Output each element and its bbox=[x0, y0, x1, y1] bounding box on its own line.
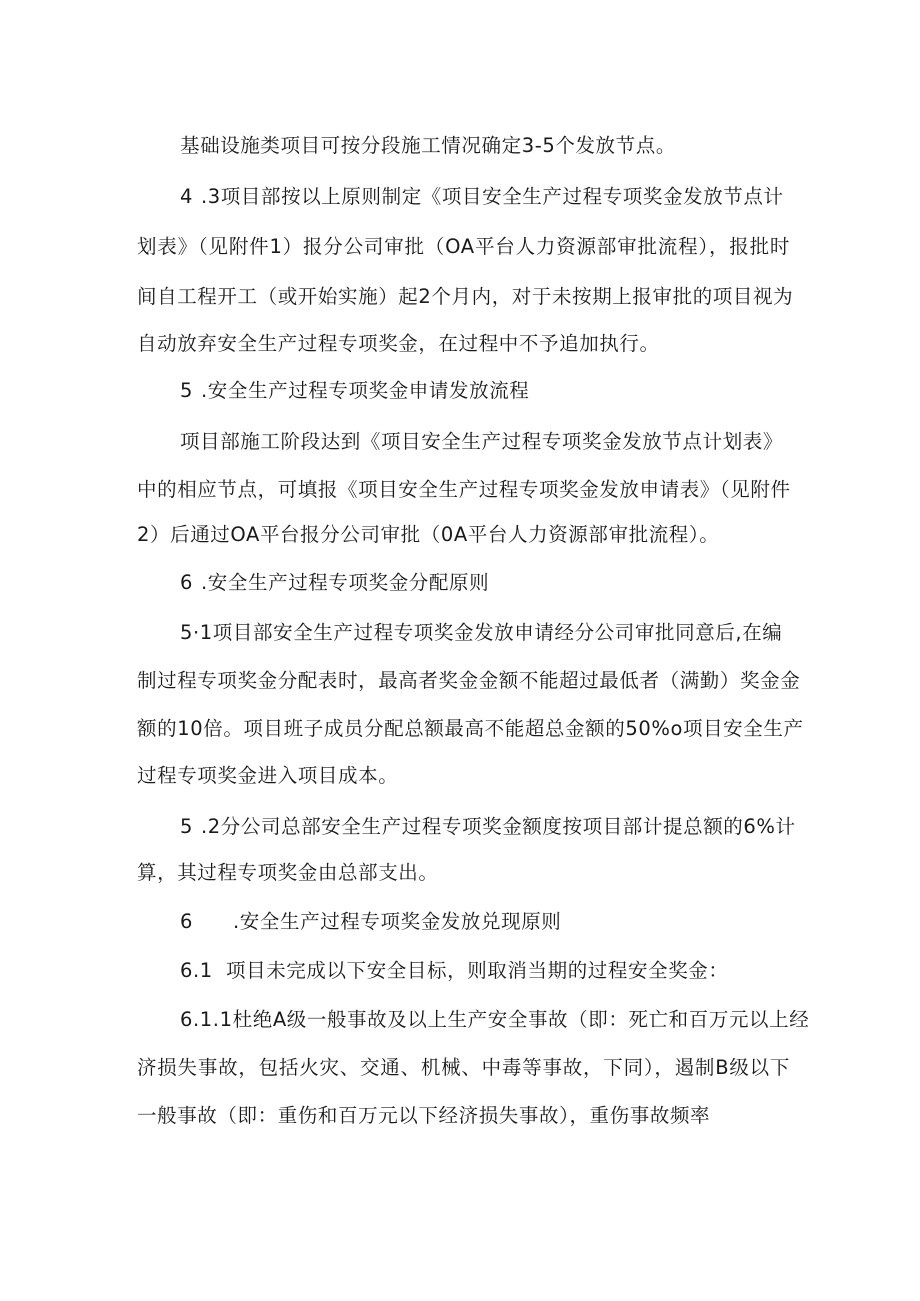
section-number: 5 bbox=[180, 815, 194, 838]
paragraph-line: .3项目部按以上原则制定《项目安全生产过程专项奖金发放节点计 bbox=[201, 185, 784, 208]
paragraph-line: 基础设施类项目可按分段施工情况确定3-5个发放节点。 bbox=[180, 134, 676, 157]
section-number: 6 bbox=[180, 571, 194, 594]
paragraph-line: .2分公司总部安全生产过程专项奖金额度按项目部计提总额的6%计 bbox=[201, 815, 796, 838]
section-heading: .安全生产过程专项奖金申请发放流程 bbox=[201, 379, 530, 402]
paragraph-line: 算，其过程专项奖金由总部支出。 bbox=[137, 861, 439, 884]
paragraph-line: 济损失事故，包括火灾、交通、机械、中毒等事故，下同），遏制B级以下 bbox=[137, 1056, 790, 1079]
section-heading: .安全生产过程专项奖金发放兑现原则 bbox=[233, 910, 562, 933]
paragraph-line: 间自工程开工（或开始实施）起2个月内，对于未按期上报审批的项目视为 bbox=[137, 285, 794, 308]
paragraph-line: 一般事故（即：重伤和百万元以下经济损失事故），重伤事故频率 bbox=[137, 1104, 711, 1127]
paragraph-line: 划表》（见附件1）报分公司审批（OA平台人力资源部审批流程），报批时 bbox=[137, 235, 790, 258]
section-number: 6.1 bbox=[180, 959, 213, 982]
paragraph-line: 额的10倍。项目班子成员分配总额最高不能超总金额的50%o项目安全生产 bbox=[137, 717, 804, 740]
paragraph-line: 自动放弃安全生产过程专项奖金，在过程中不予追加执行。 bbox=[137, 332, 660, 355]
paragraph-line: 项目未完成以下安全目标，则取消当期的过程安全奖金： bbox=[226, 959, 729, 982]
section-number: 4 bbox=[180, 185, 194, 208]
section-heading: .安全生产过程专项奖金分配原则 bbox=[201, 571, 490, 594]
paragraph-line: 6.1.1杜绝A级一般事故及以上生产安全事故（即：死亡和百万元以上经 bbox=[180, 1008, 810, 1031]
paragraph-line: 2）后通过OA平台报分公司审批（0A平台人力资源部审批流程）。 bbox=[137, 523, 720, 546]
section-number: 5 bbox=[180, 379, 194, 402]
paragraph-line: 制过程专项奖金分配表时，最高者奖金金额不能超过最低者（满勤）奖金金 bbox=[137, 669, 801, 692]
paragraph-line: 中的相应节点，可填报《项目安全生产过程专项奖金发放申请表》（见附件 bbox=[137, 478, 791, 501]
paragraph-line: 5·1项目部安全生产过程专项奖金发放申请经分公司审批同意后,在编 bbox=[180, 621, 783, 644]
paragraph-line: 过程专项奖金进入项目成本。 bbox=[137, 764, 399, 787]
section-number: 6 bbox=[180, 910, 194, 933]
paragraph-line: 项目部施工阶段达到《项目安全生产过程专项奖金发放节点计划表》 bbox=[180, 430, 784, 453]
